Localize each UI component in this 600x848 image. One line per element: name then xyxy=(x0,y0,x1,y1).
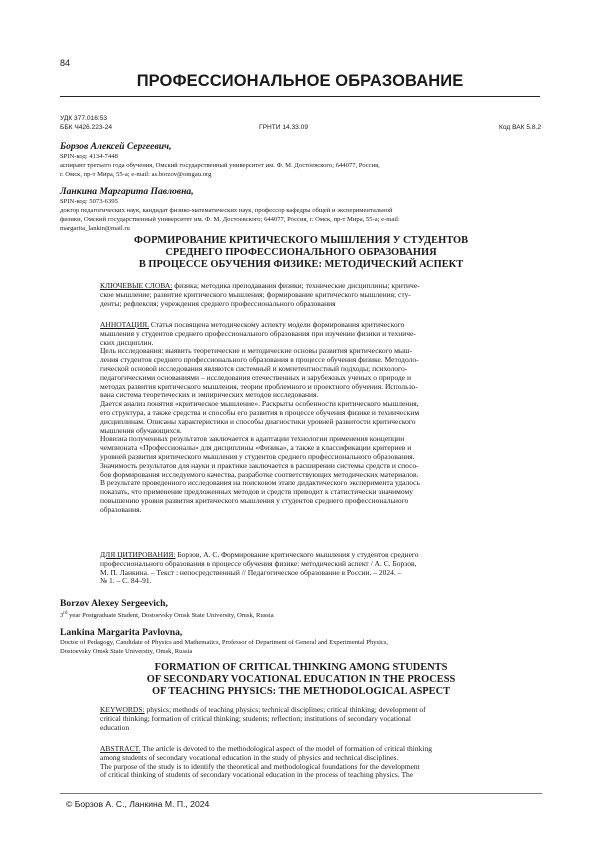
citation-label: ДЛЯ ЦИТИРОВАНИЯ: xyxy=(100,551,176,559)
author-info-line: физики, Омский государственный университет им. Ф. М. Достоевского; 644077, Россия, г. Омск, пр-т Мира, 55-а; e-mail: xyxy=(60,216,400,223)
abstract-text: чемпионата «Профессионалы» для дисциплины «Физика», а также в классификации критериев и xyxy=(100,444,412,453)
abstract-text: Статья посвящена методическому аспекту модели формирования критического xyxy=(149,321,405,329)
author-name-en: Lankina Margarita Pavlovna, xyxy=(60,627,183,638)
author-name-ru: Ланкина Маргарита Павловна, xyxy=(60,186,194,197)
page-number: 84 xyxy=(60,58,71,68)
author-info-line-en: Dostoevsky Omsk State University, Omsk, Russia xyxy=(60,648,193,655)
abstract-text: его структура, а также средства и способы его развития в процессе обучения физике и техническим xyxy=(100,408,420,417)
abstract-text: вана система теоретических и эмпирических методов исследования. xyxy=(100,391,319,400)
vak-code: Код ВАК 5.8.2 xyxy=(499,124,541,131)
author-info-line: доктор педагогических наук, кандидат физико-математических наук, профессор кафедры общей и экспериментальной xyxy=(60,207,393,214)
abstract-text: among students of secondary vocational education in the study of physics and technical disciplines. xyxy=(100,753,399,762)
author-name-en: Borzov Alexey Sergeevich, xyxy=(60,598,168,609)
abstract-label: АННОТАЦИЯ. xyxy=(100,321,149,329)
citation-text: № 1. – С. 84–91. xyxy=(100,577,152,586)
grnti-code: ГРНТИ 14.33.09 xyxy=(259,124,308,131)
abstract-text: Новизна полученных результатов заключается в адаптации технологии применения концепции xyxy=(100,435,405,444)
abstract-text: Значимость результатов для науки и практики заключается в расширении системы средств и спосо- xyxy=(100,461,419,470)
abstract-text: методах развития критического мышления, теории проблемного и проектного обучения. Использо- xyxy=(100,382,418,391)
author-info-line: SPIN-код: 5073-6395 xyxy=(60,198,118,205)
citation-text: М. П. Ланкина. – Текст : непосредственный // Педагогическое образование в России. – 2024. – xyxy=(100,568,402,577)
title-line: OF TEACHING PHYSICS: THE METHODOLOGICAL ASPECT xyxy=(151,685,451,697)
abstract-text: Дается анализ понятия «критическое мышление». Раскрыты особенности критического мышления, xyxy=(100,400,419,409)
author-info-line: аспирант третьего года обучения, Омский государственный университет им. Ф. М. Достоевского; 644077, Россия, xyxy=(60,162,380,169)
keywords-en xyxy=(100,706,542,732)
section-divider xyxy=(60,96,540,97)
abstract-text: В результате проведенного исследования на поисковом этапе дидактического эксперимента удалось xyxy=(100,479,420,488)
section-title: ПРОФЕССИОНАЛЬНОЕ ОБРАЗОВАНИЕ xyxy=(136,72,464,90)
citation-text: Борзов, А. С. Формирование критического мышления у студентов среднего xyxy=(175,551,419,559)
abstract-text: мышления у студентов среднего профессионального образования при изучении физики и техниче- xyxy=(100,329,416,338)
abstract-text: уровней развития критического мышления у студентов среднего профессионального образования. xyxy=(100,452,415,461)
abstract-text: педагогическими основаниями – исследования отечественных и зарубежных ученых о природе и xyxy=(100,373,412,382)
abstract-label: ABSTRACT. xyxy=(100,745,141,753)
title-line: В ПРОЦЕССЕ ОБУЧЕНИЯ ФИЗИКЕ: МЕТОДИЧЕСКИЙ АСПЕКТ xyxy=(138,259,464,270)
abstract-ru xyxy=(100,321,542,515)
author-name-ru: Борзов Алексей Сергеевич, xyxy=(60,141,172,152)
article-title-en xyxy=(60,662,542,697)
abstract-text: образования. xyxy=(100,505,142,514)
title-line: ФОРМИРОВАНИЕ КРИТИЧЕСКОГО МЫШЛЕНИЯ У СТУДЕНТОВ xyxy=(134,235,468,246)
abstract-text: The article is devoted to the methodological aspect of the model of formation of critical thinking xyxy=(140,745,432,753)
abstract-text: повышению уровня развития критического мышления у студентов среднего профессионального xyxy=(100,496,409,505)
footnote-divider xyxy=(60,793,542,794)
keywords-text: critical thinking; formation of critical thinking; students; reflection; institutions of secondary vocational xyxy=(100,714,411,723)
author-info-line: SPIN-код: 4134-7448 xyxy=(60,153,118,160)
keywords-text: ское мышление; развитие критического мышления; формирование критического мышления; сту- xyxy=(100,290,411,299)
keywords-ru xyxy=(100,282,542,308)
title-line: OF SECONDARY VOCATIONAL EDUCATION IN THE PROCESS xyxy=(146,673,456,685)
title-line: СРЕДНЕГО ПРОФЕССИОНАЛЬНОГО ОБРАЗОВАНИЯ xyxy=(165,247,437,258)
author-info-line: г. Омск, пр-т Мира, 55-а; e-mail: as.borzov@omgau.org xyxy=(60,171,212,178)
keywords-text: денты; рефлексия; учреждения среднего профессионального образования xyxy=(100,299,336,308)
abstract-text: мышления обучающихся. xyxy=(100,426,182,435)
year-number: 3 xyxy=(60,612,64,620)
article-title-ru xyxy=(60,235,542,271)
copyright-notice: © Борзов А. С., Ланкина М. П., 2024 xyxy=(66,799,210,809)
author-info-text: year Postgraduate Student, Dostoevsky Omsk State University, Omsk, Russia xyxy=(69,612,274,620)
title-line: FORMATION OF CRITICAL THINKING AMONG STUDENTS xyxy=(154,662,448,673)
keywords-label: KEYWORDS: xyxy=(100,706,145,714)
keywords-text: education xyxy=(100,723,130,732)
abstract-text: бов формирования исследуемого качества, разработке соответствующих методических материалов. xyxy=(100,470,419,479)
abstract-text: гической основой исследования являются системный и компетентностный подходы; психолого- xyxy=(100,364,408,373)
abstract-text: ления студентов среднего профессионального образования в процессе обучения физике. Методоло- xyxy=(100,356,419,365)
keywords-text: physics; methods of teaching physics; technical disciplines; critical thinking; development of xyxy=(144,706,426,714)
keywords-text: физика; методика преподавания физики; технические дисциплины; критиче- xyxy=(172,282,420,290)
abstract-text: of critical thinking of students of secondary vocational education in the process of teaching physics. The xyxy=(100,771,414,780)
author-info-line: margarita_lankin@mail.ru xyxy=(60,225,130,232)
ordinal-suffix: rd xyxy=(63,611,68,616)
abstract-text: дисциплинам. Описаны характеристики и способы диагностики уровней развитости критического xyxy=(100,417,416,426)
citation-text: профессионального образования в процессе обучения физике: методический аспект / А. С. Борзов, xyxy=(100,559,417,568)
abstract-text: The purpose of the study is to identify the theoretical and methodological foundations for the development xyxy=(100,762,420,771)
citation-ru xyxy=(100,551,542,586)
author-info-line-en xyxy=(60,610,274,621)
udk-code: УДК 377.016:53 xyxy=(60,115,108,122)
abstract-text: Цель исследования: выявить теоретические и методические основы развития критического мыш- xyxy=(100,347,413,356)
abstract-text: показать, что применение предложенных методов и средств приводит к статистически значимому xyxy=(100,488,414,497)
abstract-text: ских дисциплин. xyxy=(100,338,154,347)
bbk-code: ББК Ч426.223-24 xyxy=(60,124,113,131)
author-info-line-en: Doctor of Pedagogy, Candidate of Physics and Mathematics, Professor of Department of General and Experimental Physics, xyxy=(60,639,389,646)
abstract-en xyxy=(100,745,542,780)
keywords-label: КЛЮЧЕВЫЕ СЛОВА: xyxy=(100,282,173,290)
